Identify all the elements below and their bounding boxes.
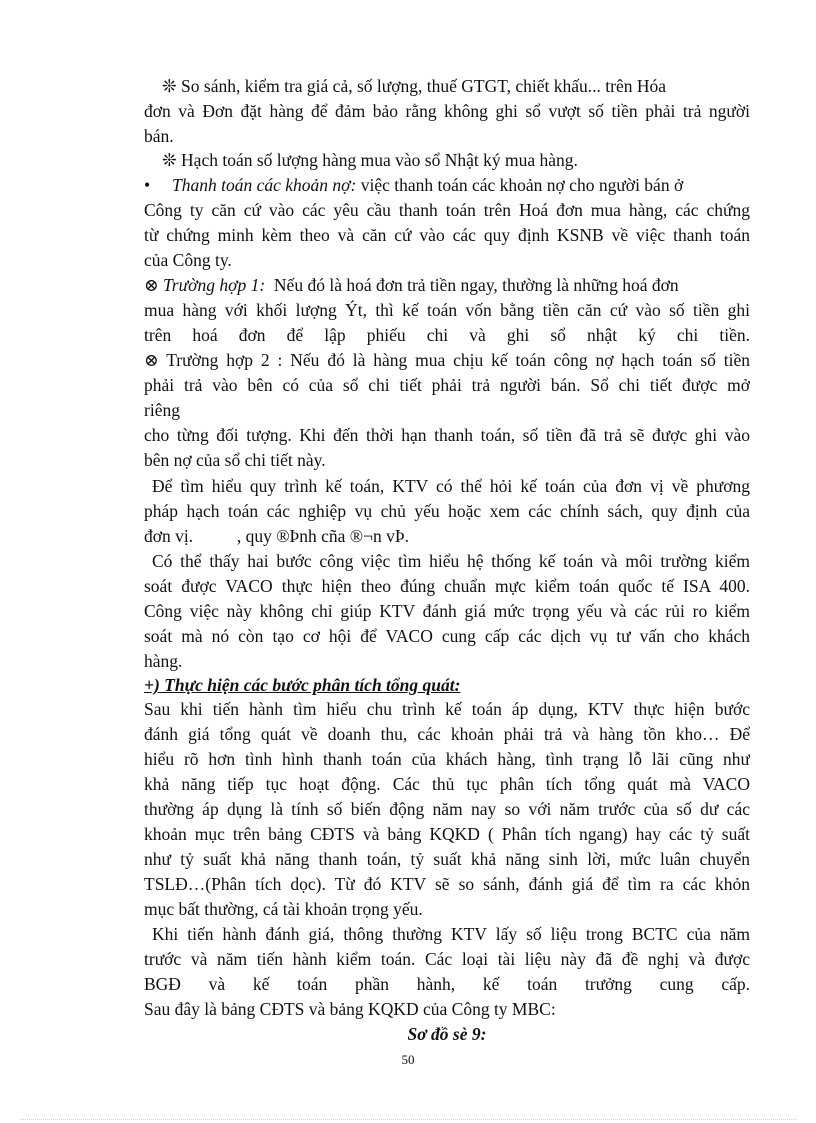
page-bottom-divider (20, 1119, 796, 1120)
text-line: bên nợ của sổ chi tiết này. (144, 450, 326, 470)
text-line: hiểu rõ hơn tình hình thanh toán của khách hàng, tình trạng lỗ lãi cũng như (144, 749, 750, 769)
diagram-caption: Sơ đồ sè 9: (407, 1024, 487, 1044)
text-line: Công việc này không chỉ giúp KTV đánh giá mức trọng yếu và các rủi ro kiểm (144, 601, 750, 621)
section-line (144, 173, 750, 197)
text-span: Nếu đó là hoá đơn trả tiền ngay, thường là những hoá đơn (273, 275, 679, 295)
bullet-dot: • (144, 175, 151, 195)
section-heading: Thanh toán các khoản nợ: (172, 175, 357, 195)
text-line: của Công ty. (144, 250, 232, 270)
text-line: cho từng đối tượng. Khi đến thời hạn thanh toán, số tiền đã trả sẽ được ghi vào (144, 425, 750, 445)
text-line: khả năng tiếp tục hoạt động. Các thủ tục phân tích tổng quát mà VACO (144, 774, 750, 794)
text-line: hàng. (144, 651, 183, 671)
text-line: Khi tiến hành đánh giá, thông thường KTV lấy số liệu trong BCTC của năm (152, 924, 750, 944)
garbled-text-line: đơn vị. , quy ®Þnh cña ®¬n vÞ. (144, 526, 409, 546)
text-line: Để tìm hiểu quy trình kế toán, KTV có thể hỏi kế toán của đơn vị về phương (152, 476, 750, 496)
bullet-line-2: ❊ Hạch toán số lượng hàng mua vào sổ Nhật ký mua hàng. (162, 150, 578, 170)
text-line: đơn và Đơn đặt hàng để đảm bảo rằng không ghi sổ vượt số tiền phải trả người (144, 101, 750, 121)
text-line: Công ty căn cứ vào các yêu cầu thanh toán trên Hoá đơn mua hàng, các chứng (144, 200, 750, 220)
text-line: trước và năm tiến hành kiểm toán. Các loại tài liệu này đã đề nghị và được (144, 949, 750, 969)
text-line: thường áp dụng là tính số biến động năm nay so với năm trước của số dư các (144, 799, 750, 819)
text-line: bán. (144, 126, 174, 146)
text-line: trên hoá đơn để lập phiếu chi và ghi sổ nhật ký chi tiền. (144, 325, 750, 345)
text-line: từ chứng minh kèm theo và căn cứ vào các quy định KSNB về việc thanh toán (144, 225, 750, 245)
section-heading-analysis: +) Thực hiện các bước phân tích tổng quát: (144, 675, 461, 695)
text-line: đánh giá tổng quát về doanh thu, các khoản phải trả và hàng tồn kho… Để (144, 724, 750, 744)
case-1-line (144, 273, 750, 297)
text-line: Sau đây là bảng CĐTS và bảng KQKD của Công ty MBC: (144, 999, 556, 1019)
text-line: phải trả vào bên có của sổ chi tiết phải trả người bán. Sổ chi tiết được mở (144, 375, 750, 395)
text-line: mục bất thường, cá tài khoản trọng yếu. (144, 899, 423, 919)
text-span: việc thanh toán các khoản nợ cho người bán ở (360, 175, 684, 195)
text-line: mua hàng với khối lượng Ýt, thì kế toán vốn bằng tiền căn cứ vào số tiền ghi (144, 300, 750, 320)
case-2-line: ⊗ Trường hợp 2 : Nếu đó là hàng mua chịu kế toán công nợ hạch toán số tiền (144, 350, 750, 370)
text-line: TSLĐ…(Phân tích dọc). Từ đó KTV sẽ so sánh, đánh giá để tìm ra các khỏn (144, 874, 750, 894)
bullet-line-1: ❊ So sánh, kiểm tra giá cả, số lượng, thuế GTGT, chiết khấu... trên Hóa (162, 76, 666, 96)
text-line: Có thể thấy hai bước công việc tìm hiểu hệ thống kế toán và môi trường kiểm (152, 551, 750, 571)
text-line: khoản mục trên bảng CĐTS và bảng KQKD ( Phân tích ngang) hay các tỷ suất (144, 824, 750, 844)
page-number: 50 (401, 1052, 415, 1067)
text-line: Sau khi tiến hành tìm hiểu chu trình kế toán áp dụng, KTV thực hiện bước (144, 699, 750, 719)
text-line: soát được VACO thực hiện theo đúng chuẩn mực kiểm toán quốc tế ISA 400. (144, 576, 750, 596)
text-line: pháp hạch toán các nghiệp vụ chủ yếu hoặc xem các chính sách, quy định của (144, 501, 750, 521)
text-line: soát mà nó còn tạo cơ hội để VACO cung cấp các dịch vụ tư vấn cho khách (144, 626, 750, 646)
text-line: như tỷ suất khả năng thanh toán, tỷ suất khả năng sinh lời, mức luân chuyển (144, 849, 750, 869)
text-line: riêng (144, 400, 180, 420)
case-1-heading: ⊗ Trường hợp 1: (144, 275, 266, 295)
text-line: BGĐ và kế toán phần hành, kế toán trưởng cung cấp. (144, 974, 750, 994)
